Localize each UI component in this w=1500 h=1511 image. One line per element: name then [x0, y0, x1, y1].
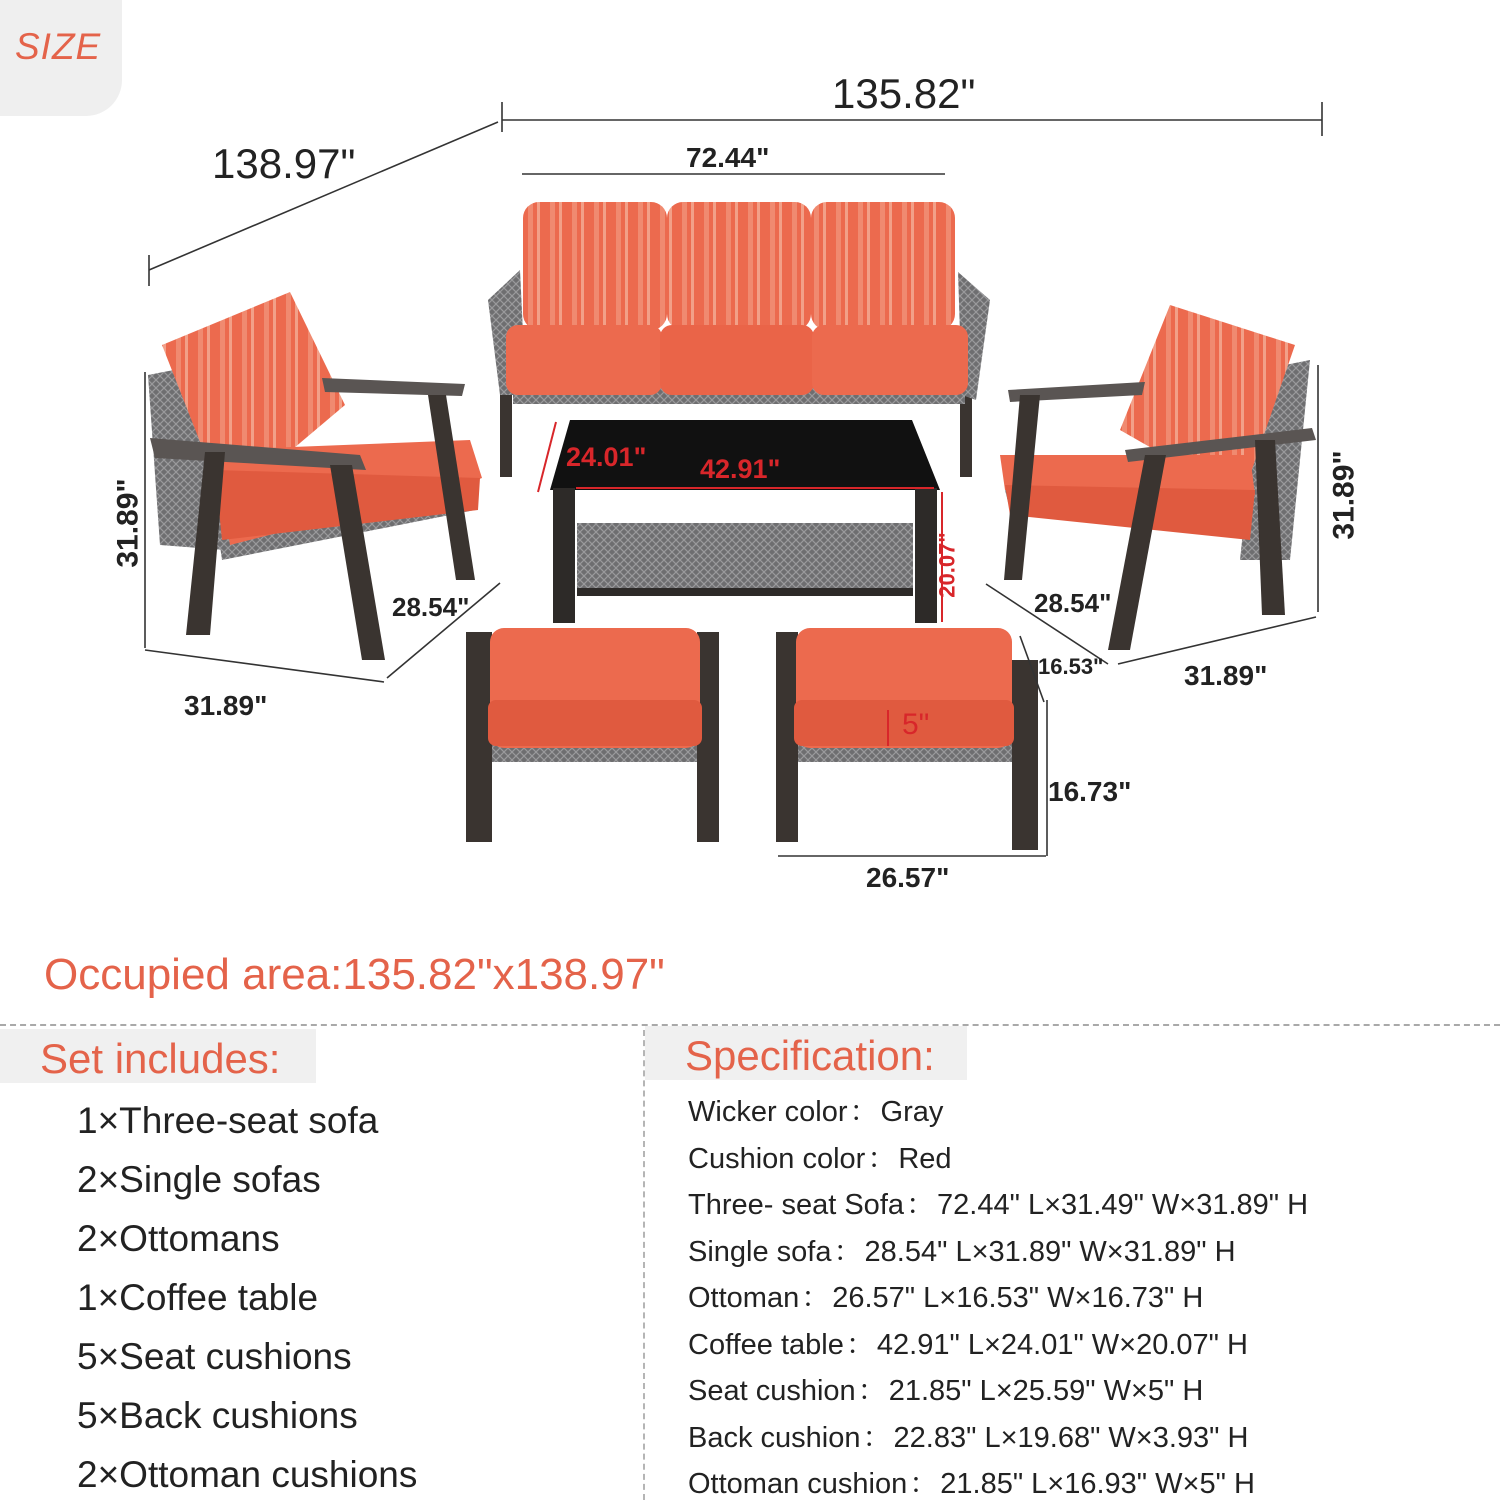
spec-label: Seat cushion [688, 1375, 856, 1407]
dim-ottoman-height: 16.73" [1048, 776, 1132, 807]
spec-label: Back cushion [688, 1421, 861, 1454]
dim-right-chair-depth: 28.54" [1034, 588, 1112, 618]
spec-label: Wicker color [688, 1096, 848, 1128]
spec-row: Three- seat Sofa：72.44" L×31.49" W×31.89" H [688, 1189, 1309, 1221]
spec-row: Cushion color：Red [688, 1142, 952, 1175]
spec-value: 22.83" L×19.68" W×3.93" H [893, 1421, 1249, 1454]
spec-value: Gray [880, 1096, 944, 1128]
set-includes-title: Set includes: [40, 1035, 281, 1082]
spec-value: 21.85" L×25.59" W×5" H [888, 1375, 1204, 1407]
spec-label: Ottoman cushion [688, 1468, 908, 1500]
spec-label: Cushion color [688, 1142, 866, 1175]
spec-value: 26.57" L×16.53" W×16.73" H [832, 1282, 1204, 1314]
dim-total-width: 135.82" [832, 70, 976, 117]
spec-label: Coffee table [688, 1328, 844, 1361]
spec-value: 21.85" L×16.93" W×5" H [940, 1468, 1255, 1500]
dim-left-chair-width: 31.89" [184, 690, 268, 721]
size-label: SIZE [15, 26, 102, 67]
dim-table-length: 42.91" [700, 454, 781, 484]
dim-left-chair-height: 31.89" [111, 478, 145, 568]
spec-row: Single sofa：28.54" L×31.89" W×31.89" H [688, 1235, 1236, 1268]
specification-header [645, 1026, 967, 1080]
dim-right-chair-height: 31.89" [1327, 450, 1361, 540]
list-item: 5×Seat cushions [77, 1336, 352, 1377]
spec-row: Ottoman cushion：21.85" L×16.93" W×5" H [688, 1468, 1255, 1500]
list-item: 1×Coffee table [77, 1277, 319, 1318]
spec-label: Single sofa [688, 1235, 832, 1268]
spec-value: Red [898, 1142, 952, 1175]
dim-ottoman-width: 16.53" [1038, 654, 1104, 679]
specification-list [688, 1092, 1308, 1511]
dim-left-chair-depth: 28.54" [392, 592, 470, 622]
spec-value: 72.44" L×31.49" W×31.89" H [937, 1189, 1309, 1221]
spec-row: Coffee table：42.91" L×24.01" W×20.07" H [688, 1328, 1248, 1361]
dim-ottoman-cushion: 5" [902, 708, 930, 741]
left-ottoman [466, 628, 719, 842]
specification-title: Specification: [685, 1032, 935, 1079]
list-item: 2×Ottoman cushions [77, 1454, 418, 1495]
dim-table-width: 24.01" [566, 442, 647, 472]
list-item: 1×Three-seat sofa [77, 1100, 379, 1141]
dim-ottoman-length: 26.57" [866, 862, 950, 893]
set-includes-list [77, 1096, 417, 1509]
dim-total-depth: 138.97" [212, 140, 356, 187]
dim-right-chair-width: 31.89" [1184, 660, 1268, 691]
column-divider [643, 1030, 645, 1500]
list-item: 5×Back cushions [77, 1395, 358, 1436]
spec-label: Ottoman [688, 1282, 800, 1314]
spec-row: Back cushion：22.83" L×19.68" W×3.93" H [688, 1421, 1249, 1454]
spec-value: 28.54" L×31.89" W×31.89" H [864, 1235, 1236, 1268]
dim-table-height: 20.07" [934, 532, 960, 598]
spec-value: 42.91" L×24.01" W×20.07" H [876, 1328, 1248, 1361]
list-item: 2×Single sofas [77, 1159, 321, 1200]
dim-sofa-length: 72.44" [686, 142, 770, 173]
occupied-area: Occupied area:135.82"x138.97" [44, 950, 665, 999]
spec-row: Seat cushion：21.85" L×25.59" W×5" H [688, 1375, 1204, 1407]
set-includes-header [0, 1029, 316, 1083]
list-item: 2×Ottomans [77, 1218, 280, 1259]
spec-label: Three- seat Sofa [688, 1189, 904, 1221]
spec-row: Wicker color：Gray [688, 1096, 944, 1128]
spec-row: Ottoman：26.57" L×16.53" W×16.73" H [688, 1282, 1204, 1314]
